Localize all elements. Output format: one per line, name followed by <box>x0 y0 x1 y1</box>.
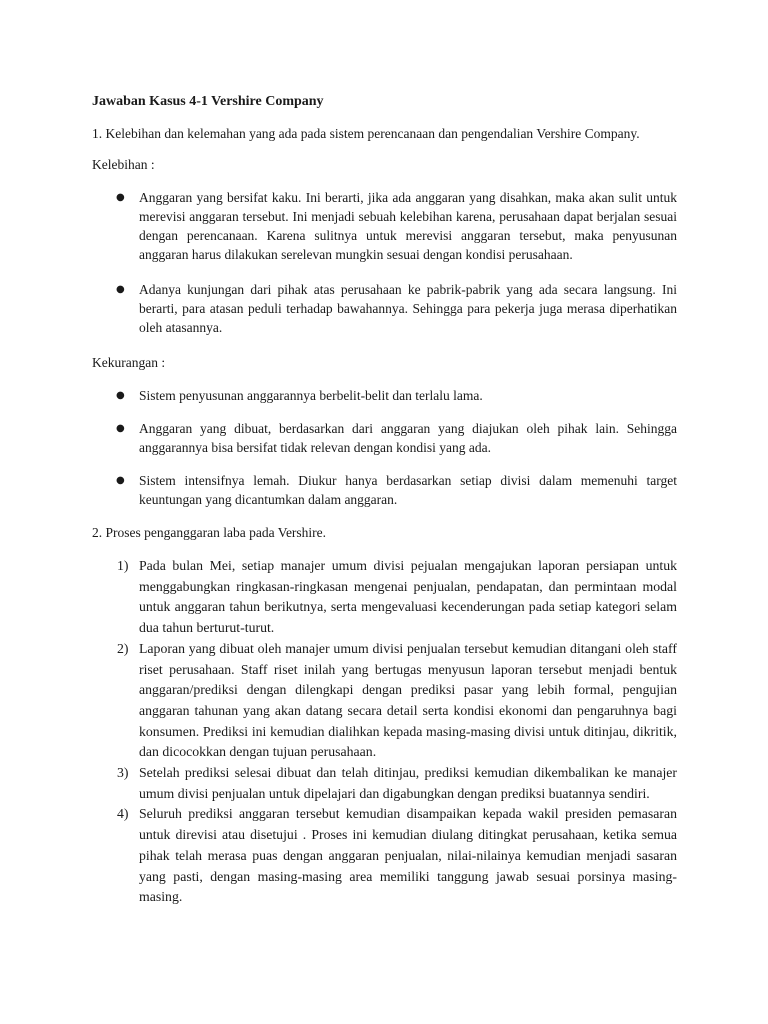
kekurangan-item <box>92 386 677 405</box>
document-page <box>92 93 677 908</box>
kelebihan-item <box>92 188 677 264</box>
kelebihan-item <box>92 280 677 337</box>
question-2: 2. Proses penganggaran laba pada Vershire. <box>92 525 327 540</box>
step-number: 1) <box>117 558 129 573</box>
process-step <box>92 763 677 804</box>
kekurangan-item <box>92 471 677 509</box>
kekurangan-item-text: Sistem intensifnya lemah. Diukur hanya berdasarkan setiap divisi dalam memenuhi target keuntungan yang dicantumkan dalam anggaran. <box>139 473 677 507</box>
kekurangan-item-text: Sistem penyusunan anggarannya berbelit-belit dan terlalu lama. <box>139 388 483 403</box>
question-1: 1. Kelebihan dan kelemahan yang ada pada sistem perencanaan dan pengendalian Vershire Company. <box>92 126 640 141</box>
document-title: Jawaban Kasus 4-1 Vershire Company <box>92 94 324 109</box>
step-number: 4) <box>117 806 129 822</box>
kekurangan-label: Kekurangan : <box>92 355 166 370</box>
step-text: Pada bulan Mei, setiap manajer umum divisi pejualan mengajukan laporan persiapan untuk menggabungkan ringkasan-ringkasan mengenai penjualan, pendapatan, dan permintaan modal untuk anggaran tahun berikutnya, serta mengevaluasi kecenderungan pada setiap kategori selam dua tahun berturut-turut. <box>139 558 677 636</box>
bullet-icon: ● <box>116 423 125 434</box>
step-number: 3) <box>117 765 129 781</box>
bullet-icon: ● <box>116 390 125 401</box>
kekurangan-item-text: Anggaran yang dibuat, berdasarkan dari anggaran yang diajukan oleh pihak lain. Sehingga anggarannya bisa bersifat tidak relevan dengan kondisi yang ada. <box>139 421 677 455</box>
step-text: Seluruh prediksi anggaran tersebut kemudian disampaikan kepada wakil presiden pemasaran untuk direvisi atau disetujui . Proses ini kemudian diulang ditingkat perusahaan, ketika semua pihak telah merasa puas dengan anggaran penjualan, nilai-nilainya kemudian menjadi sasaran yang pasti, dengan masing-masing area memiliki tanggung jawab sesuai porsinya masing-masing. <box>139 806 677 905</box>
kelebihan-item-text: Anggaran yang bersifat kaku. Ini berarti, jika ada anggaran yang disahkan, maka akan sulit untuk merevisi anggaran tersebut. Ini menjadi sebuah kelebihan karena, perusahaan dapat berjalan sesuai dengan perencanaan. Karena sulitnya untuk merevisi anggaran tersebut, maka penyusunan anggaran harus dilakukan serelevan mungkin sesuai dengan kondisi perusahaan. <box>139 190 677 262</box>
bullet-icon: ● <box>116 284 125 295</box>
step-text: Laporan yang dibuat oleh manajer umum divisi penjualan tersebut kemudian ditangani oleh staff riset perusahaan. Staff riset inilah yang bertugas menyusun laporan tersebut menjadi bentuk anggaran/prediksi dengan dilengkapi dengan prediksi pasar yang lebih formal, pengujian anggaran tahunan yang akan datang secara detail serta kondisi ekonomi dan pengaruhnya bagi konsumen. Prediksi ini kemudian dialihkan kepada masing-masing divisi untuk ditinjau, dikritik, dan dicocokkan dengan tujuan perusahaan. <box>139 640 677 760</box>
step-text: Setelah prediksi selesai dibuat dan telah ditinjau, prediksi kemudian dikembalikan ke manajer umum divisi penjualan untuk dipelajari dan digabungkan dengan prediksi buatannya sendiri. <box>139 765 677 801</box>
step-number: 2) <box>117 640 129 656</box>
kekurangan-item <box>92 419 677 457</box>
process-steps-list <box>92 556 677 908</box>
kelebihan-label: Kelebihan : <box>92 157 155 172</box>
kelebihan-item-text: Adanya kunjungan dari pihak atas perusahaan ke pabrik-pabrik yang ada secara langsung. Ini berarti, para atasan peduli terhadap bawahannya. Sehingga para pekerja juga merasa diperhatikan oleh atasannya. <box>139 282 677 335</box>
bullet-icon: ● <box>116 475 125 486</box>
process-step <box>92 804 677 908</box>
bullet-icon: ● <box>116 192 125 203</box>
process-step <box>92 639 677 763</box>
kekurangan-list <box>92 386 677 509</box>
kelebihan-list <box>92 188 677 337</box>
process-step <box>92 556 677 639</box>
